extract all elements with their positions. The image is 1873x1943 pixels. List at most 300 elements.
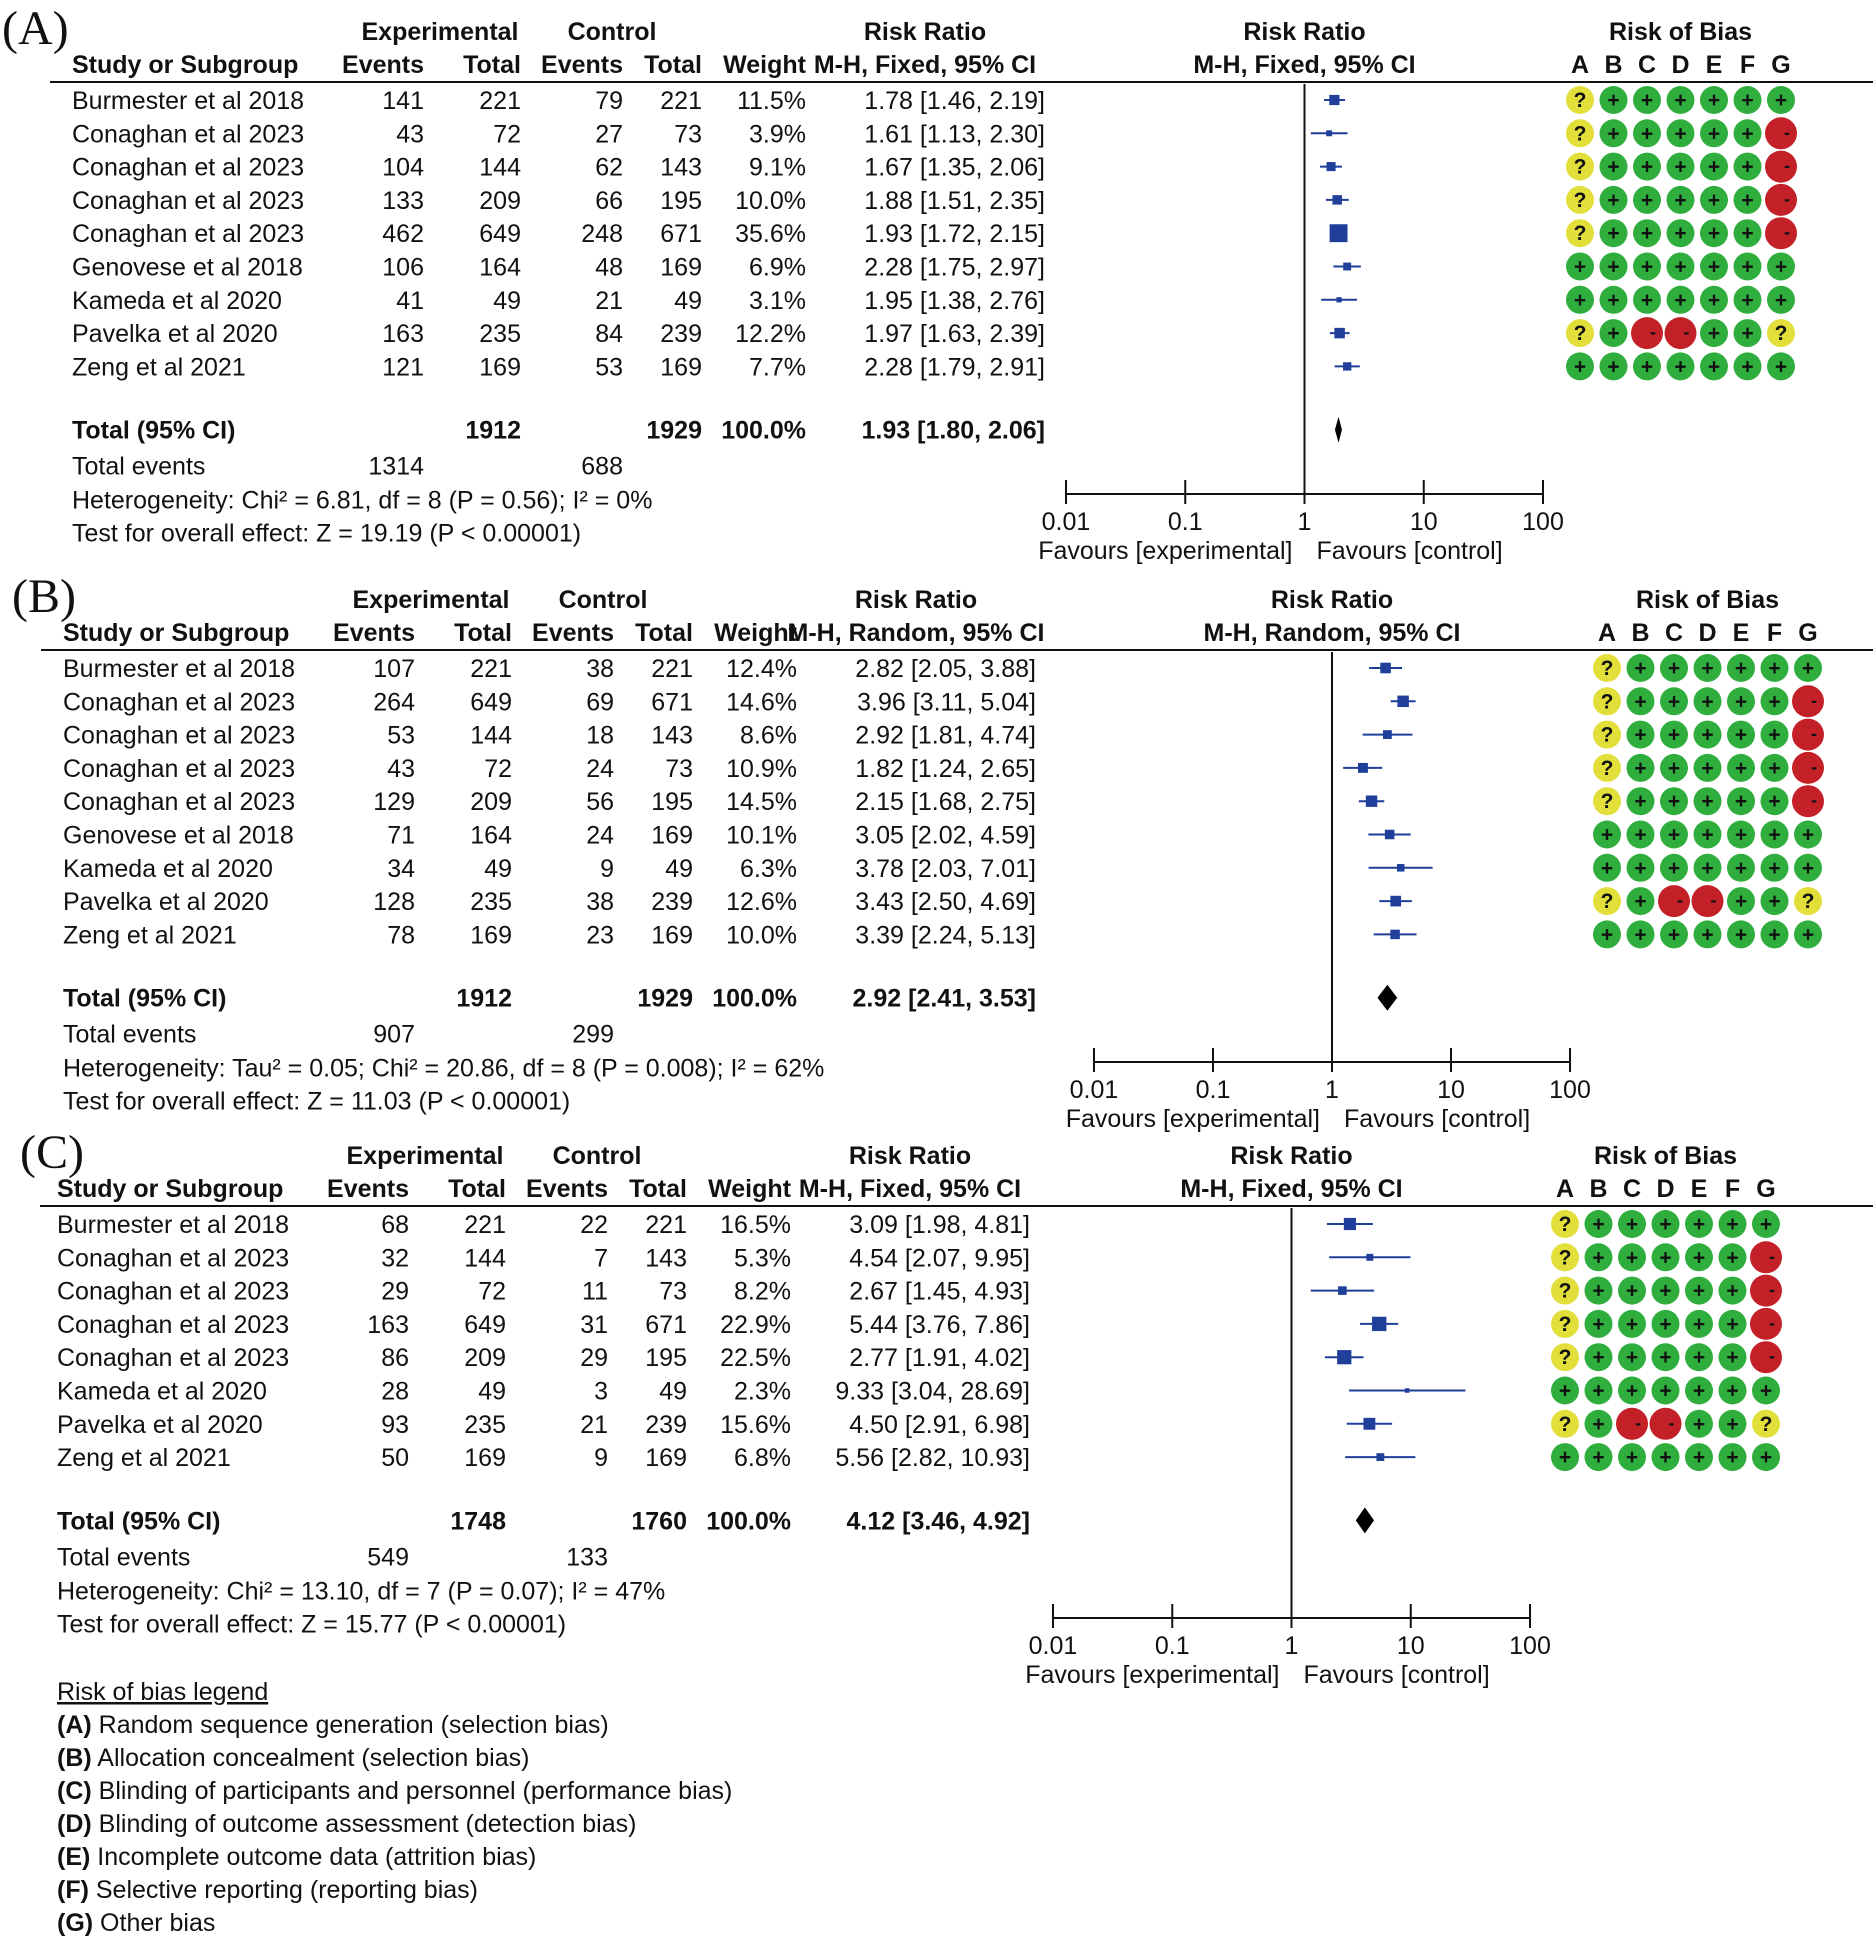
- effect-square: [1330, 224, 1348, 242]
- exp-total: 221: [479, 87, 521, 115]
- ctrl-total: 671: [645, 1310, 687, 1339]
- exp-events: 78: [387, 921, 415, 950]
- ctrl-total: 239: [651, 888, 693, 917]
- risk-ratio-ci: 1.97 [1.63, 2.39]: [864, 320, 1045, 349]
- study-name: Conaghan et al 2023: [72, 120, 305, 149]
- favours-experimental: Favours [experimental]: [1038, 537, 1293, 565]
- effect-square: [1390, 930, 1399, 939]
- exp-events: 32: [381, 1244, 409, 1273]
- x-tick-label: 0.01: [1041, 508, 1091, 536]
- rob-symbol: +: [1741, 155, 1754, 179]
- rob-symbol: +: [1667, 756, 1681, 780]
- rob-symbol: +: [1592, 1312, 1605, 1336]
- rob-symbol: +: [1667, 723, 1681, 747]
- rob-column-a: A: [1555, 1175, 1575, 1203]
- risk-ratio-ci: 1.93 [1.72, 2.15]: [864, 220, 1045, 249]
- rob-symbol: +: [1607, 322, 1620, 346]
- effect-square: [1385, 830, 1395, 840]
- rob-circle: [1692, 885, 1724, 917]
- x-tick-label: 10: [1437, 1076, 1465, 1104]
- rob-symbol: +: [1600, 923, 1614, 947]
- risk-ratio-ci: 3.96 [3.11, 5.04]: [857, 688, 1036, 717]
- study-name: Zeng et al 2021: [57, 1444, 231, 1473]
- legend-item: [57, 1909, 215, 1937]
- ctrl-total: 239: [660, 320, 702, 349]
- header-method: M-H, Random, 95% CI: [787, 619, 1045, 647]
- rob-symbol: +: [1741, 322, 1754, 346]
- rob-symbol: ?: [1573, 89, 1587, 112]
- rob-symbol: +: [1741, 255, 1754, 279]
- header-experimental: Experimental: [361, 18, 519, 46]
- rob-symbol: +: [1707, 355, 1721, 379]
- rob-symbol: +: [1674, 355, 1687, 379]
- rob-symbol: ?: [1774, 322, 1788, 346]
- legend-title: Risk of bias legend: [57, 1678, 269, 1706]
- favours-experimental: Favours [experimental]: [1065, 1105, 1320, 1133]
- exp-total: 164: [479, 253, 521, 282]
- rob-circle: [1765, 184, 1797, 216]
- rob-symbol: +: [1701, 756, 1714, 780]
- rob-column-e: E: [1705, 51, 1723, 79]
- rob-symbol: +: [1607, 255, 1620, 279]
- effect-square: [1327, 162, 1336, 171]
- exp-events: 34: [387, 854, 415, 883]
- ctrl-events: 7: [594, 1244, 608, 1273]
- weight: 7.7%: [749, 353, 806, 382]
- rob-symbol: ?: [1600, 657, 1614, 680]
- rob-symbol: -: [1650, 322, 1656, 343]
- x-tick-label: 1: [1297, 508, 1312, 536]
- header-method: M-H, Fixed, 95% CI: [798, 1175, 1022, 1203]
- ctrl-total: 169: [651, 821, 693, 850]
- rob-circle: [1658, 885, 1690, 917]
- effect-square: [1337, 1350, 1351, 1364]
- x-tick-label: 100: [1509, 1632, 1551, 1660]
- study-name: Pavelka et al 2020: [57, 1410, 263, 1439]
- total-events-label: Total events: [72, 452, 206, 481]
- effect-square: [1358, 763, 1368, 773]
- effect-square: [1390, 896, 1401, 907]
- rob-symbol: +: [1768, 923, 1781, 947]
- header-exp-total: Total: [463, 51, 521, 79]
- header-study: Study or Subgroup: [57, 1175, 284, 1203]
- ctrl-events: 38: [586, 655, 614, 683]
- ctrl-events: 38: [586, 888, 614, 917]
- rob-symbol: -: [1784, 155, 1790, 176]
- exp-total: 72: [493, 120, 521, 149]
- exp-events: 86: [381, 1344, 409, 1373]
- rob-symbol: +: [1768, 856, 1781, 880]
- rob-symbol: +: [1734, 756, 1748, 780]
- rob-column-e: E: [1690, 1175, 1708, 1203]
- weight: 22.9%: [720, 1310, 791, 1339]
- rob-column-g: G: [1798, 619, 1818, 647]
- weight: 2.3%: [734, 1377, 791, 1406]
- legend-letter: (F): [57, 1876, 89, 1904]
- favours-control: Favours [control]: [1316, 537, 1503, 565]
- header-plot-method: M-H, Fixed, 95% CI: [1180, 1175, 1403, 1203]
- rob-symbol: +: [1726, 1312, 1739, 1336]
- rob-symbol: +: [1634, 723, 1647, 747]
- weight: 35.6%: [735, 220, 806, 249]
- weight: 14.5%: [726, 788, 797, 817]
- effect-square: [1329, 95, 1339, 105]
- rob-symbol: +: [1667, 923, 1681, 947]
- study-name: Conaghan et al 2023: [57, 1277, 290, 1306]
- rob-symbol: +: [1701, 823, 1714, 847]
- rob-circle: [1792, 719, 1824, 751]
- exp-events: 264: [373, 688, 415, 717]
- rob-column-a: A: [1570, 51, 1590, 79]
- study-name: Conaghan et al 2023: [63, 788, 296, 817]
- header-study: Study or Subgroup: [63, 619, 290, 647]
- effect-square: [1397, 696, 1408, 707]
- rob-symbol: +: [1625, 1446, 1639, 1470]
- ctrl-events: 62: [595, 153, 623, 182]
- ctrl-total: 195: [651, 788, 693, 817]
- ctrl-events: 22: [580, 1211, 608, 1239]
- total-weight: 100.0%: [712, 984, 797, 1013]
- weight: 8.6%: [740, 721, 797, 750]
- header-plot-risk-ratio: Risk Ratio: [1270, 586, 1394, 614]
- rob-symbol: +: [1734, 856, 1748, 880]
- rob-column-f: F: [1766, 619, 1783, 647]
- weight: 6.8%: [734, 1444, 791, 1473]
- rob-symbol: +: [1592, 1446, 1605, 1470]
- rob-symbol: +: [1801, 657, 1815, 680]
- exp-events: 121: [382, 353, 424, 382]
- exp-total: 144: [464, 1244, 506, 1273]
- total-exp: 1748: [450, 1507, 506, 1536]
- rob-symbol: +: [1734, 890, 1748, 914]
- total-events-exp: 907: [373, 1020, 415, 1049]
- exp-total: 72: [478, 1277, 506, 1306]
- ctrl-total: 143: [645, 1244, 687, 1273]
- rob-symbol: ?: [1600, 890, 1614, 914]
- rob-symbol: +: [1701, 657, 1714, 680]
- rob-circle: [1765, 151, 1797, 183]
- total-risk-ratio: 2.92 [2.41, 3.53]: [852, 984, 1036, 1013]
- total-events-ctrl: 133: [566, 1543, 608, 1572]
- rob-symbol: +: [1692, 1379, 1706, 1403]
- rob-symbol: +: [1741, 122, 1754, 146]
- ctrl-total: 143: [660, 153, 702, 182]
- legend-text: Selective reporting (reporting bias): [88, 1876, 478, 1904]
- legend-letter: (A): [57, 1711, 92, 1739]
- x-tick-label: 100: [1522, 508, 1564, 536]
- pooled-diamond: [1335, 417, 1342, 443]
- weight: 12.2%: [735, 320, 806, 349]
- legend-letter: (G): [57, 1909, 94, 1937]
- exp-events: 133: [382, 186, 424, 215]
- rob-symbol: +: [1759, 1379, 1773, 1403]
- risk-ratio-ci: 2.15 [1.68, 2.75]: [855, 788, 1036, 817]
- rob-symbol: ?: [1759, 1412, 1773, 1436]
- study-name: Kameda et al 2020: [72, 286, 282, 315]
- exp-events: 129: [373, 788, 415, 817]
- study-name: Pavelka et al 2020: [72, 320, 278, 349]
- ctrl-total: 143: [651, 721, 693, 750]
- heterogeneity: Heterogeneity: Chi² = 6.81, df = 8 (P = 0.56); I² = 0%: [72, 486, 653, 515]
- favours-control: Favours [control]: [1344, 1105, 1531, 1133]
- exp-total: 209: [470, 788, 512, 817]
- header-ctrl-events: Events: [541, 51, 623, 79]
- risk-ratio-ci: 1.88 [1.51, 2.35]: [864, 186, 1045, 215]
- effect-square: [1343, 362, 1351, 370]
- rob-symbol: +: [1768, 657, 1781, 680]
- legend-text: Other bias: [93, 1909, 216, 1937]
- rob-symbol: +: [1667, 657, 1681, 680]
- weight: 15.6%: [720, 1410, 791, 1439]
- effect-square: [1405, 1388, 1410, 1393]
- rob-symbol: +: [1692, 1446, 1706, 1470]
- rob-symbol: -: [1811, 690, 1817, 711]
- study-name: Conaghan et al 2023: [57, 1310, 290, 1339]
- rob-symbol: ?: [1600, 790, 1614, 814]
- rob-symbol: -: [1683, 322, 1690, 343]
- header-control: Control: [558, 586, 648, 614]
- rob-circle: [1792, 685, 1824, 717]
- ctrl-events: 79: [595, 87, 623, 115]
- exp-events: 43: [396, 120, 424, 149]
- legend-item: [57, 1876, 478, 1904]
- legend-letter: (B): [57, 1744, 92, 1772]
- overall-effect: Test for overall effect: Z = 15.77 (P < 0.00001): [57, 1610, 567, 1639]
- rob-symbol: +: [1634, 823, 1647, 847]
- rob-circle: [1750, 1241, 1782, 1273]
- total-events-ctrl: 299: [572, 1020, 614, 1049]
- study-name: Burmester et al 2018: [63, 655, 296, 683]
- x-tick-label: 1: [1325, 1076, 1339, 1104]
- rob-symbol: +: [1640, 155, 1654, 179]
- header-control: Control: [567, 18, 657, 46]
- header-exp-events: Events: [333, 619, 415, 647]
- rob-symbol: -: [1668, 1412, 1675, 1433]
- ctrl-events: 24: [586, 821, 614, 850]
- rob-symbol: +: [1774, 355, 1788, 379]
- rob-symbol: +: [1707, 222, 1721, 246]
- header-experimental: Experimental: [352, 586, 510, 614]
- study-name: Genovese et al 2018: [63, 821, 294, 850]
- rob-symbol: +: [1659, 1213, 1672, 1236]
- risk-ratio-ci: 4.50 [2.91, 6.98]: [849, 1410, 1030, 1439]
- rob-symbol: -: [1769, 1312, 1775, 1333]
- total-label: Total (95% CI): [63, 984, 227, 1013]
- rob-symbol: +: [1640, 222, 1654, 246]
- exp-events: 41: [396, 286, 424, 315]
- ctrl-events: 53: [595, 353, 623, 382]
- exp-total: 169: [470, 921, 512, 950]
- exp-events: 163: [382, 320, 424, 349]
- rob-symbol: +: [1801, 823, 1815, 847]
- rob-symbol: +: [1692, 1412, 1706, 1436]
- effect-square: [1397, 864, 1405, 872]
- ctrl-events: 3: [594, 1377, 608, 1406]
- rob-symbol: -: [1784, 188, 1790, 209]
- ctrl-events: 23: [586, 921, 614, 950]
- exp-events: 53: [387, 721, 415, 750]
- rob-symbol: +: [1659, 1246, 1672, 1270]
- panel-label: (B): [12, 570, 76, 623]
- panel-label: (C): [20, 1126, 84, 1179]
- rob-symbol: -: [1769, 1346, 1775, 1367]
- effect-square: [1372, 1317, 1386, 1331]
- rob-symbol: +: [1726, 1446, 1739, 1470]
- rob-symbol: +: [1701, 856, 1714, 880]
- weight: 3.9%: [749, 120, 806, 149]
- rob-symbol: +: [1774, 89, 1788, 112]
- rob-symbol: +: [1573, 288, 1587, 312]
- rob-symbol: ?: [1558, 1246, 1572, 1270]
- effect-square: [1326, 130, 1332, 136]
- exp-total: 649: [464, 1310, 506, 1339]
- rob-symbol: +: [1674, 188, 1687, 212]
- rob-symbol: +: [1607, 155, 1620, 179]
- header-plot-method: M-H, Random, 95% CI: [1203, 619, 1461, 647]
- ctrl-total: 221: [651, 655, 693, 683]
- rob-symbol: +: [1573, 255, 1587, 279]
- heterogeneity: Heterogeneity: Tau² = 0.05; Chi² = 20.86, df = 8 (P = 0.008); I² = 62%: [63, 1054, 825, 1083]
- rob-symbol: ?: [1573, 188, 1587, 212]
- risk-ratio-ci: 1.78 [1.46, 2.19]: [864, 87, 1045, 115]
- study-name: Conaghan et al 2023: [57, 1244, 290, 1273]
- header-weight: Weight: [708, 1175, 791, 1203]
- weight: 9.1%: [749, 153, 806, 182]
- effect-square: [1366, 795, 1377, 806]
- total-exp: 1912: [465, 416, 521, 445]
- exp-events: 71: [387, 821, 415, 850]
- rob-column-d: D: [1656, 1175, 1675, 1203]
- rob-symbol: +: [1701, 923, 1714, 947]
- exp-total: 209: [479, 186, 521, 215]
- rob-symbol: +: [1592, 1412, 1605, 1436]
- header-risk-ratio: Risk Ratio: [848, 1142, 972, 1170]
- exp-total: 169: [464, 1444, 506, 1473]
- risk-ratio-ci: 2.28 [1.79, 2.91]: [864, 353, 1045, 382]
- weight: 14.6%: [726, 688, 797, 717]
- rob-symbol: +: [1734, 823, 1748, 847]
- rob-circle: [1765, 217, 1797, 249]
- total-ctrl: 1929: [637, 984, 693, 1013]
- rob-circle: [1750, 1341, 1782, 1373]
- weight: 8.2%: [734, 1277, 791, 1306]
- rob-symbol: +: [1701, 690, 1714, 714]
- weight: 12.4%: [726, 655, 797, 683]
- legend-letter: (C): [57, 1777, 92, 1805]
- x-tick-label: 1: [1284, 1632, 1299, 1660]
- legend-item: [57, 1711, 609, 1739]
- rob-symbol: +: [1741, 288, 1754, 312]
- rob-symbol: +: [1674, 288, 1687, 312]
- header-ctrl-total: Total: [629, 1175, 687, 1203]
- weight: 10.0%: [735, 186, 806, 215]
- header-risk-of-bias: Risk of Bias: [1593, 1142, 1738, 1170]
- risk-ratio-ci: 1.95 [1.38, 2.76]: [864, 286, 1045, 315]
- rob-symbol: +: [1768, 890, 1781, 914]
- header-risk-ratio: Risk Ratio: [854, 586, 978, 614]
- ctrl-total: 73: [674, 120, 702, 149]
- rob-symbol: +: [1707, 155, 1721, 179]
- rob-column-d: D: [1698, 619, 1717, 647]
- weight: 6.3%: [740, 854, 797, 883]
- risk-ratio-ci: 2.92 [1.81, 4.74]: [855, 721, 1036, 750]
- header-exp-total: Total: [448, 1175, 506, 1203]
- weight: 12.6%: [726, 888, 797, 917]
- rob-circle: [1765, 117, 1797, 149]
- exp-events: 141: [382, 87, 424, 115]
- rob-symbol: +: [1592, 1246, 1605, 1270]
- rob-symbol: +: [1634, 890, 1647, 914]
- rob-column-b: B: [1589, 1175, 1608, 1203]
- exp-total: 221: [470, 655, 512, 683]
- exp-events: 43: [387, 754, 415, 783]
- rob-symbol: +: [1634, 756, 1647, 780]
- rob-symbol: -: [1710, 890, 1717, 911]
- rob-symbol: +: [1707, 188, 1721, 212]
- panel-label: (A): [2, 2, 69, 55]
- ctrl-events: 248: [581, 220, 623, 249]
- exp-events: 106: [382, 253, 424, 282]
- legend-item: [57, 1843, 536, 1871]
- x-tick-label: 0.1: [1167, 508, 1203, 536]
- exp-total: 235: [479, 320, 521, 349]
- rob-symbol: +: [1625, 1346, 1639, 1370]
- rob-symbol: +: [1674, 255, 1687, 279]
- rob-symbol: +: [1707, 89, 1721, 112]
- header-experimental: Experimental: [346, 1142, 504, 1170]
- risk-ratio-ci: 5.44 [3.76, 7.86]: [849, 1310, 1030, 1339]
- rob-circle: [1750, 1308, 1782, 1340]
- legend-text: Random sequence generation (selection bias): [91, 1711, 609, 1739]
- rob-symbol: +: [1759, 1213, 1773, 1236]
- ctrl-events: 29: [580, 1344, 608, 1373]
- exp-events: 462: [382, 220, 424, 249]
- ctrl-total: 221: [660, 87, 702, 115]
- exp-total: 221: [464, 1211, 506, 1239]
- rob-symbol: +: [1607, 89, 1620, 112]
- rob-symbol: +: [1707, 255, 1721, 279]
- rob-symbol: +: [1741, 355, 1754, 379]
- rob-symbol: +: [1634, 657, 1647, 680]
- rob-symbol: +: [1558, 1446, 1572, 1470]
- rob-symbol: +: [1573, 355, 1587, 379]
- rob-circle: [1631, 317, 1663, 349]
- rob-symbol: ?: [1573, 222, 1587, 246]
- rob-symbol: -: [1677, 890, 1683, 911]
- total-risk-ratio: 4.12 [3.46, 4.92]: [846, 1507, 1030, 1536]
- weight: 3.1%: [749, 286, 806, 315]
- rob-symbol: +: [1625, 1279, 1639, 1303]
- x-tick-label: 0.1: [1154, 1632, 1190, 1660]
- header-exp-events: Events: [342, 51, 424, 79]
- rob-column-b: B: [1604, 51, 1623, 79]
- rob-symbol: +: [1659, 1279, 1672, 1303]
- risk-ratio-ci: 1.82 [1.24, 2.65]: [855, 754, 1036, 783]
- rob-symbol: +: [1734, 723, 1748, 747]
- rob-symbol: +: [1707, 288, 1721, 312]
- rob-symbol: +: [1734, 657, 1748, 680]
- rob-symbol: -: [1811, 790, 1817, 811]
- exp-events: 128: [373, 888, 415, 917]
- ctrl-total: 239: [645, 1410, 687, 1439]
- ctrl-total: 169: [651, 921, 693, 950]
- exp-total: 72: [484, 754, 512, 783]
- rob-symbol: +: [1667, 690, 1681, 714]
- total-events-exp: 1314: [368, 452, 424, 481]
- x-tick-label: 0.01: [1028, 1632, 1078, 1660]
- weight: 10.1%: [726, 821, 797, 850]
- rob-symbol: +: [1674, 89, 1687, 112]
